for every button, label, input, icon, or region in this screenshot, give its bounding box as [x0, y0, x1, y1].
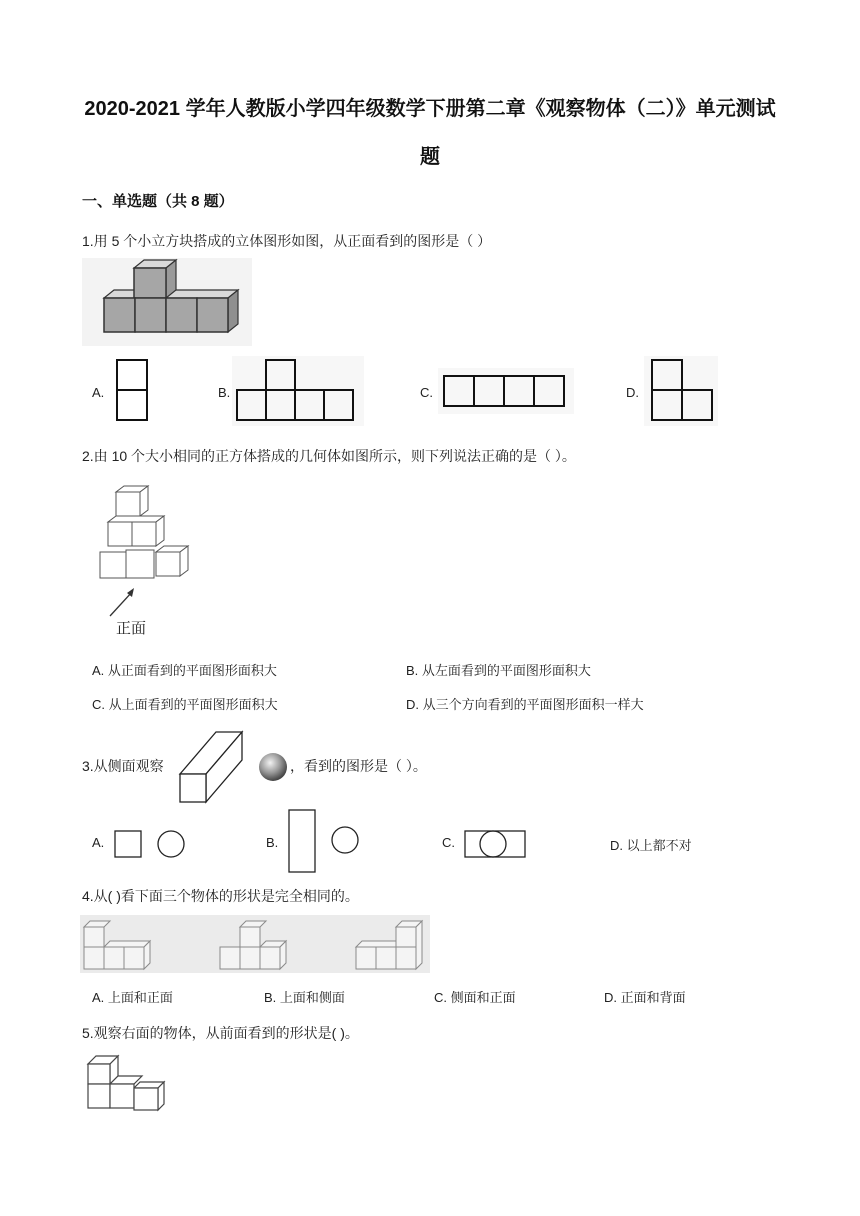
question-1-option-b-label[interactable]: B.	[218, 385, 231, 400]
question-1-option-c-label[interactable]: C.	[420, 385, 433, 400]
page-title: 2020-2021 学年人教版小学四年级数学下册第二章《观察物体（二）》单元测试	[84, 98, 776, 120]
question-4-stem: 4.从( )看下面三个物体的形状是完全相同的。	[82, 888, 359, 904]
question-3-option-b-figure	[286, 808, 362, 874]
question-1-option-a-figure	[112, 356, 162, 426]
question-3-stem-prefix: 3.从侧面观察	[82, 758, 164, 774]
question-4-option-b[interactable]: B. 上面和侧面	[264, 990, 345, 1005]
question-1-stem: 1.用 5 个小立方块搭成的立体图形如图，从正面看到的图形是（ ）	[82, 233, 492, 249]
question-1-option-d-label[interactable]: D.	[626, 385, 639, 400]
question-3-option-b-label[interactable]: B.	[266, 835, 279, 850]
question-5-stem: 5.观察右面的物体，从前面看到的形状是( )。	[82, 1025, 359, 1041]
question-1-cube-figure	[82, 258, 252, 346]
question-4-option-d[interactable]: D. 正面和背面	[604, 990, 686, 1005]
question-3-option-a-figure	[110, 826, 190, 862]
question-2-option-c[interactable]: C. 从上面看到的平面图形面积大	[92, 697, 278, 712]
question-3-option-c-figure	[462, 826, 528, 862]
question-2-option-a[interactable]: A. 从正面看到的平面图形面积大	[92, 663, 277, 678]
question-2-stem: 2.由 10 个大小相同的正方体搭成的几何体如图所示，则下列说法正确的是（ ）。	[82, 448, 576, 464]
front-direction-arrow-icon	[108, 586, 138, 618]
question-1-option-a-label[interactable]: A.	[92, 385, 105, 400]
question-2-option-b[interactable]: B. 从左面看到的平面图形面积大	[406, 663, 591, 678]
question-4-option-c[interactable]: C. 侧面和正面	[434, 990, 516, 1005]
question-1-option-d-figure	[644, 356, 718, 426]
question-2-cube-figure	[98, 482, 202, 582]
question-2-option-d[interactable]: D. 从三个方向看到的平面图形面积一样大	[406, 697, 644, 712]
question-3-option-c-label[interactable]: C.	[442, 835, 455, 850]
question-1-option-c-figure	[438, 368, 574, 414]
question-3-stem-suffix: ，看到的图形是（ ）。	[290, 758, 427, 774]
question-3-option-d[interactable]: D. 以上都不对	[610, 838, 692, 853]
question-3-sphere-figure	[256, 750, 290, 784]
question-4-option-a[interactable]: A. 上面和正面	[92, 990, 173, 1005]
question-3-prism-figure	[178, 730, 246, 804]
question-1-option-b-figure	[232, 356, 364, 426]
front-view-label: 正面	[116, 620, 147, 637]
question-4-objects-figure	[80, 915, 430, 973]
page-title-continued: 题	[420, 146, 440, 168]
question-3-option-a-label[interactable]: A.	[92, 835, 105, 850]
section-heading: 一、单选题（共 8 题）	[82, 193, 234, 210]
question-5-cube-figure	[84, 1048, 170, 1114]
